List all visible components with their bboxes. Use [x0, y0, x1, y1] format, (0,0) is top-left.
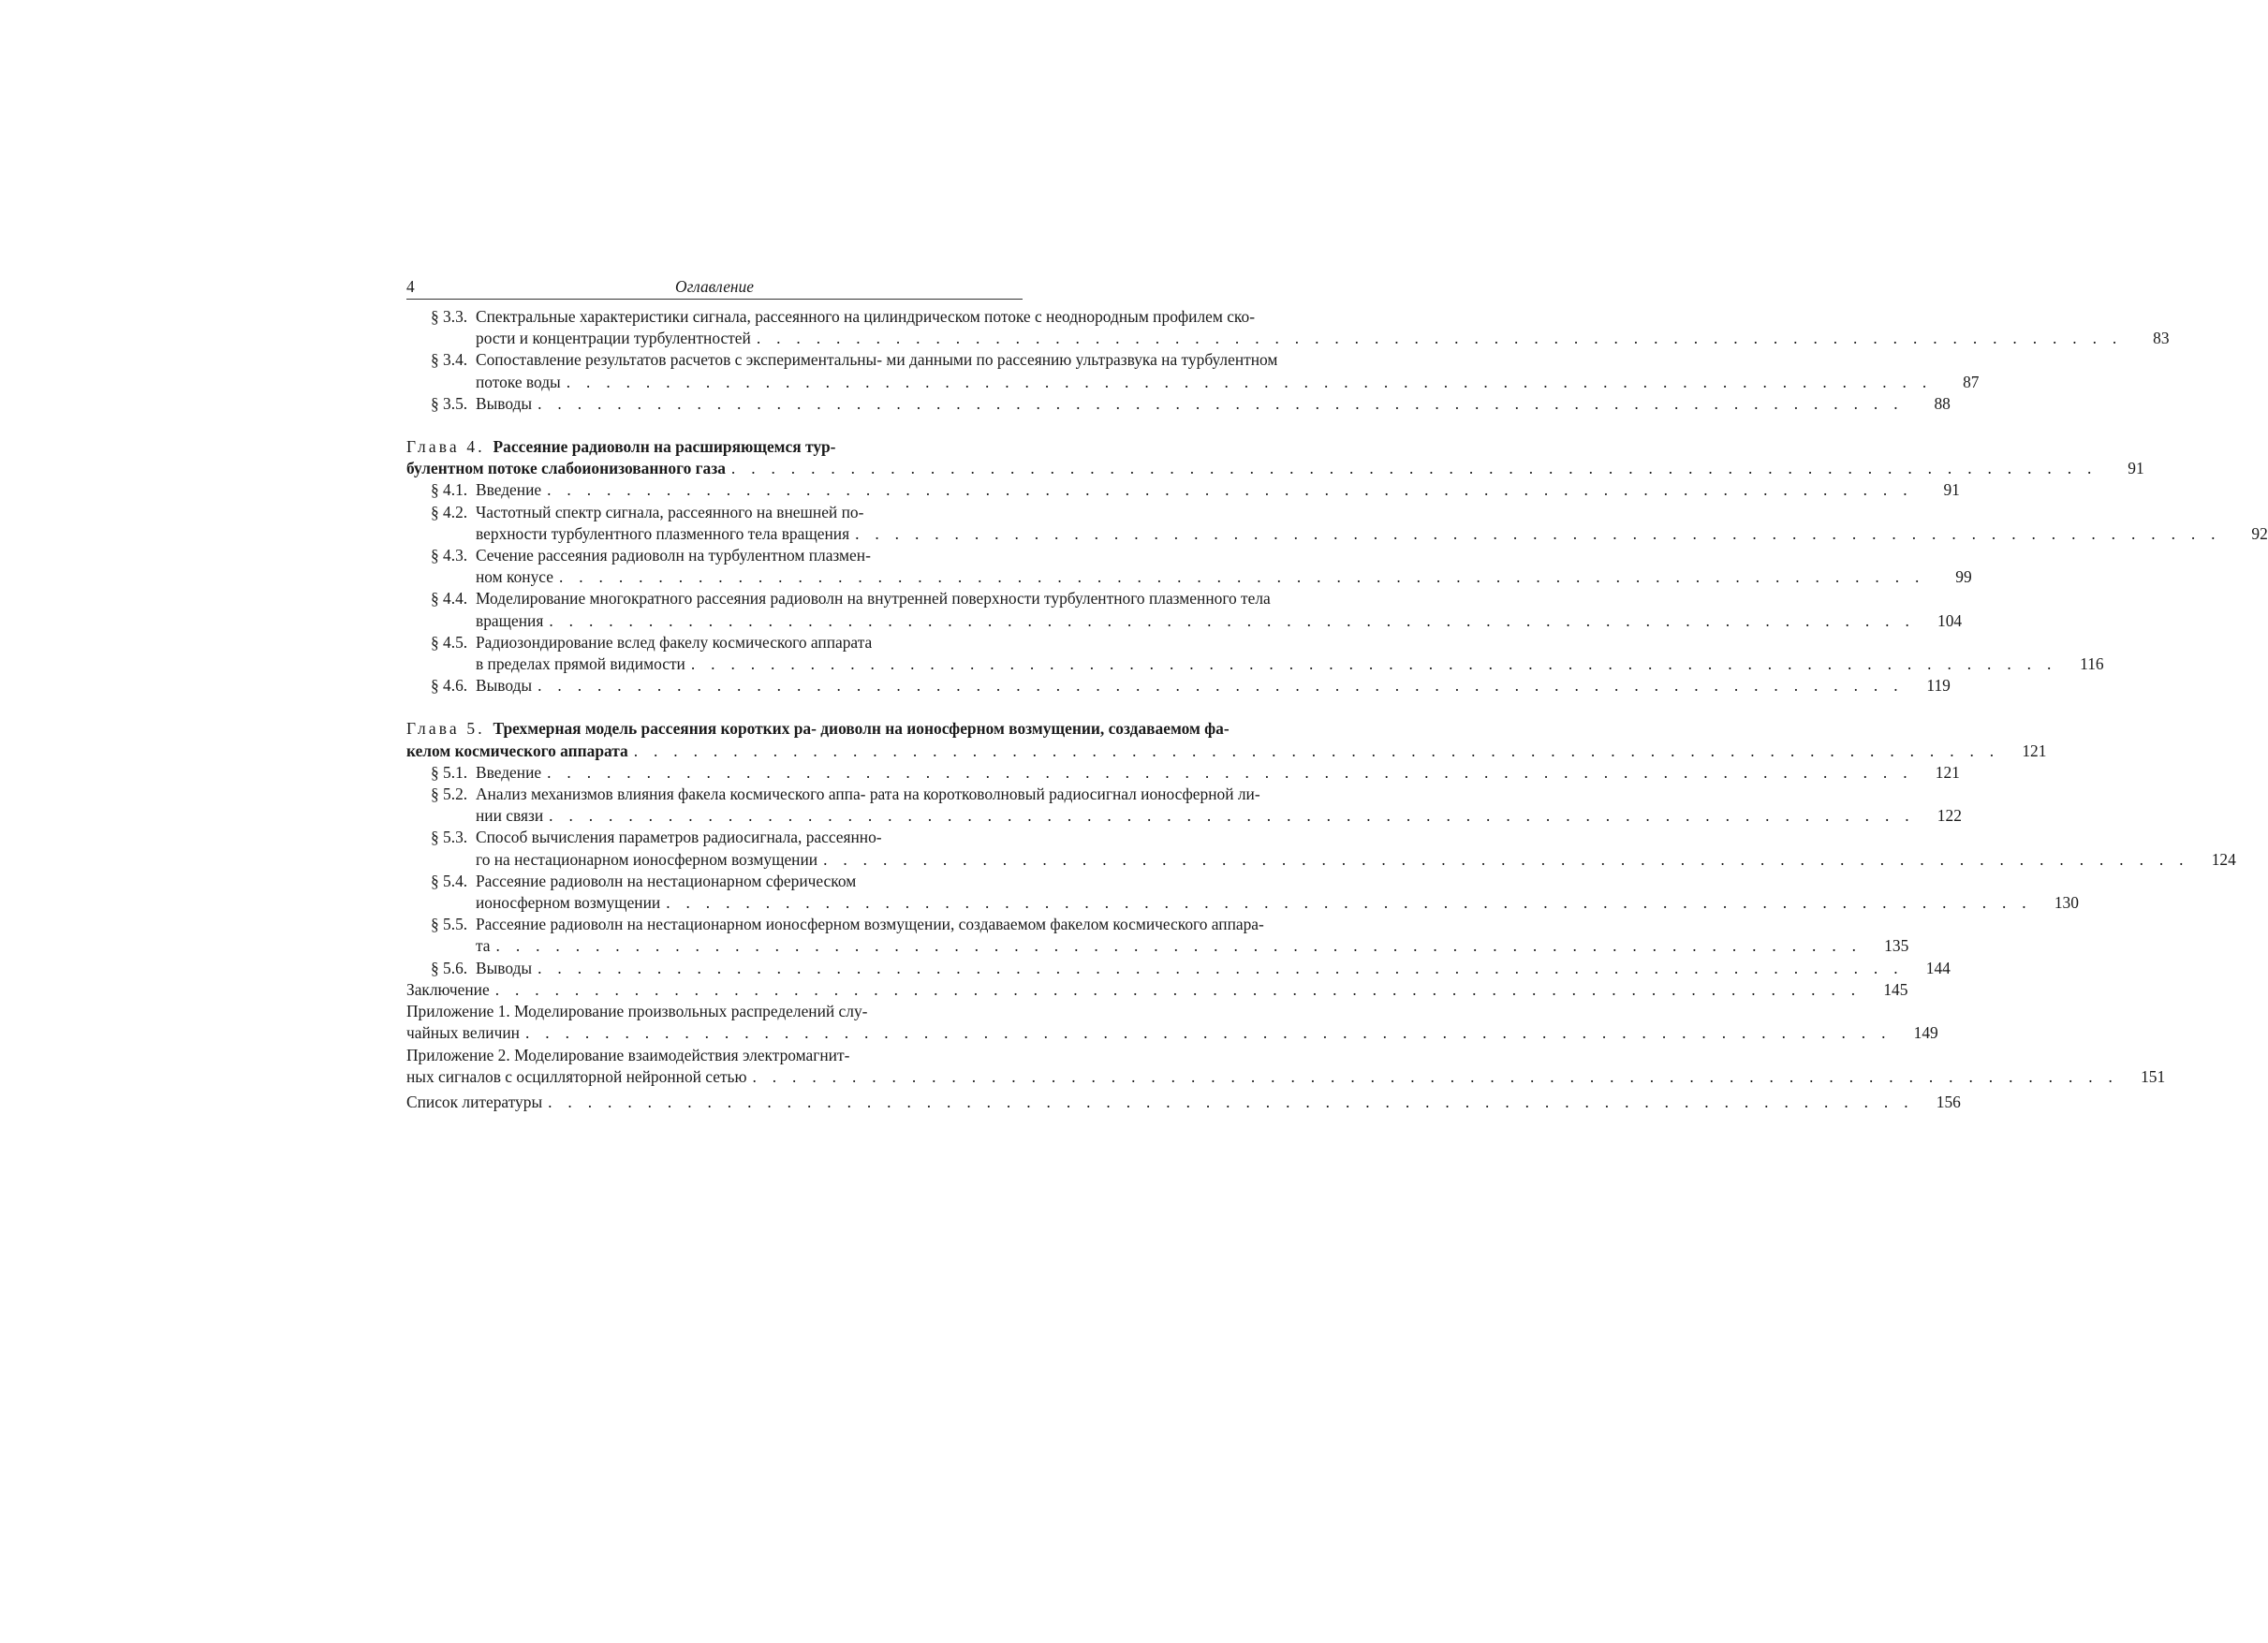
toc-chapter-5[interactable]: Глава 5. Трехмерная модель рассеяния коротких ра- диоволн на ионосферном возмущении, создаваемом фа- келом космического аппарата . . . 121 — [406, 718, 1023, 761]
toc-page-number: 116 — [2080, 654, 2104, 674]
chapter-label: Глава 4. — [406, 437, 485, 457]
toc-entry-4-2[interactable]: § 4.2. Частотный спектр сигнала, рассеянного на внешней по- верхности турбулентного плазменного тела вращения . . . 92 — [406, 502, 1023, 545]
toc-entry-4-1[interactable]: § 4.1. Введение . . . 91 — [406, 479, 1023, 501]
toc-entry-appendix-2[interactable]: Приложение 2. Моделирование взаимодействия электромагнит- ных сигналов с осцилляторной нейронной сетью . . . 151 — [406, 1045, 1023, 1088]
toc-entry-3-5[interactable]: § 3.5. Выводы . . . 88 — [406, 393, 1023, 415]
toc-entry-conclusion[interactable]: Заключение . . . 145 — [406, 979, 1023, 1001]
toc-page-number: 91 — [2128, 459, 2144, 478]
toc-page-number: 121 — [1935, 762, 1960, 782]
table-of-contents — [406, 306, 2268, 1113]
toc-entry-4-3[interactable]: § 4.3. Сечение рассеяния радиоволн на турбулентном плазмен- ном конусе . . . 99 — [406, 545, 1023, 588]
toc-page-number: 87 — [1963, 372, 1980, 391]
toc-page-number: 149 — [1913, 1023, 1938, 1043]
toc-entry-5-2[interactable]: § 5.2. Анализ механизмов влияния факела космического аппа- рата на коротковолновый радиосигнал ионосферной ли- нии связи . . . 122 — [406, 784, 1023, 827]
toc-entry-3-4[interactable]: § 3.4. Сопоставление результатов расчетов с экспериментальны- ми данными по рассеянию ультразвука на турбулентном потоке воды . . . 87 — [406, 349, 1023, 392]
toc-page-number: 156 — [1936, 1092, 1961, 1111]
toc-page-number: 121 — [2022, 741, 2047, 760]
running-header — [406, 274, 1023, 300]
toc-page-number: 83 — [2153, 329, 2170, 348]
toc-entry-5-5[interactable]: § 5.5. Рассеяние радиоволн на нестационарном ионосферном возмущении, создаваемом факелом космического аппара- та . . . 135 — [406, 914, 1023, 957]
toc-page-number: 144 — [1925, 958, 1951, 977]
toc-entry-4-6[interactable]: § 4.6. Выводы . . . 119 — [406, 675, 1023, 697]
toc-entry-appendix-1[interactable]: Приложение 1. Моделирование произвольных распределений слу- чайных величин . . . 149 — [406, 1001, 1023, 1044]
toc-page-number: 130 — [2054, 893, 2079, 913]
toc-entry-4-4[interactable]: § 4.4. Моделирование многократного рассеяния радиоволн на внутренней поверхности турбулентного плазменного тела вращения . . . 104 — [406, 588, 1023, 631]
running-title: Оглавление — [675, 277, 754, 296]
toc-entry-references[interactable]: Список литературы . . . 156 — [406, 1092, 1023, 1113]
toc-entry-4-5[interactable]: § 4.5. Радиозондирование вслед факелу космического аппарата в пределах прямой видимости . . . 116 — [406, 632, 1023, 675]
toc-page-number: 119 — [1926, 676, 1951, 696]
toc-entry-5-4[interactable]: § 5.4. Рассеяние радиоволн на нестационарном сферическом ионосферном возмущении . . . 130 — [406, 871, 1023, 914]
toc-page-number: 145 — [1883, 979, 1908, 999]
toc-page-number: 88 — [1934, 393, 1951, 413]
toc-page-number: 99 — [1955, 567, 1972, 587]
toc-page — [406, 274, 2268, 1113]
page-number: 4 — [406, 277, 415, 296]
toc-page-number: 124 — [2211, 849, 2236, 869]
toc-chapter-4[interactable]: Глава 4. Рассеяние радиоволн на расширяющемся тур- булентном потоке слабоионизованного газа . . . 91 — [406, 436, 1023, 479]
chapter-label: Глава 5. — [406, 719, 485, 739]
toc-entry-5-6[interactable]: § 5.6. Выводы . . . 144 — [406, 958, 1023, 979]
toc-page-number: 104 — [1937, 610, 1963, 630]
toc-entry-3-3[interactable]: § 3.3. Спектральные характеристики сигнала, рассеянного на цилиндрическом потоке с неоднородным профилем ско- рости и концентрации турбулентностей . . . 83 — [406, 306, 1023, 349]
toc-page-number: 151 — [2141, 1066, 2166, 1086]
toc-entry-5-3[interactable]: § 5.3. Способ вычисления параметров радиосигнала, рассеянно- го на нестационарном ионосферном возмущении . . . 124 — [406, 827, 1023, 870]
toc-page-number: 92 — [2251, 523, 2268, 543]
toc-page-number: 135 — [1884, 936, 1909, 956]
toc-entry-5-1[interactable]: § 5.1. Введение . . . 121 — [406, 762, 1023, 784]
toc-page-number: 122 — [1937, 806, 1962, 826]
toc-page-number: 91 — [1943, 480, 1960, 500]
